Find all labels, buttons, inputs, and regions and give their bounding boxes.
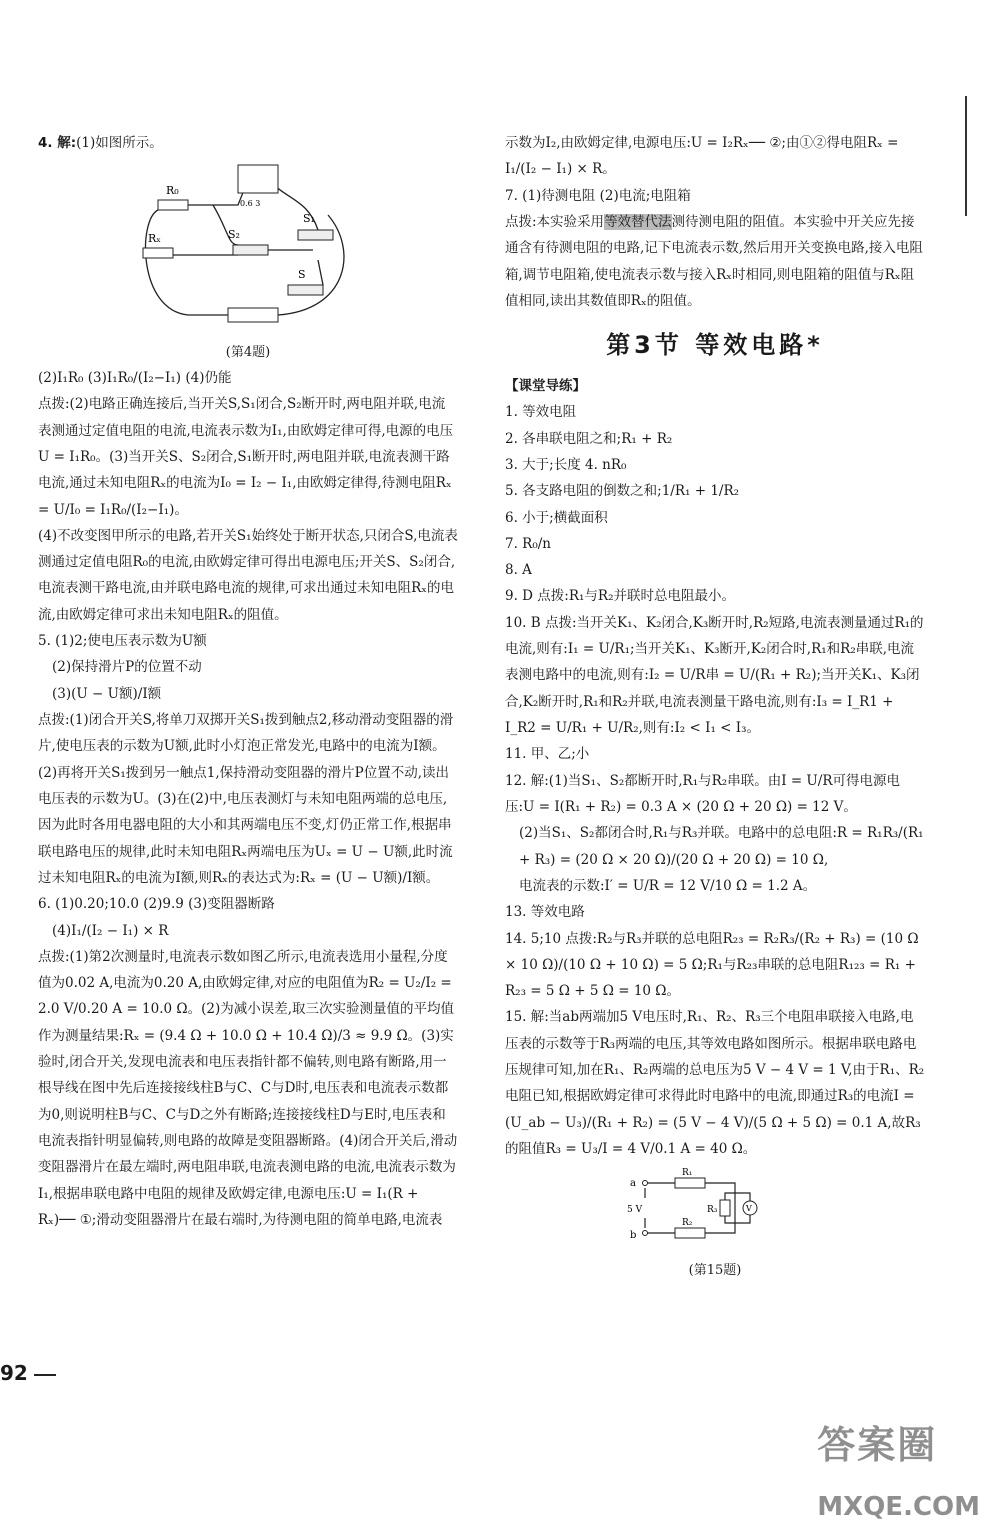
label-meter-range: 0.6 3 bbox=[240, 199, 261, 209]
q7: 7. (1)待测电阻 (2)电流;电阻箱 bbox=[505, 187, 691, 204]
answer-11: 11. 甲、乙;小 bbox=[505, 746, 590, 763]
answer-13: 13. 等效电路 bbox=[505, 904, 585, 921]
label-r2: R₂ bbox=[682, 1218, 693, 1229]
right-column bbox=[505, 130, 925, 1283]
answer-14: 14. 5;10 点拨:R₂与R₃并联的总电阻R₂₃ = R₂R₃/(R₂ + R₃) = (10 Ω × 10 Ω)/(10 Ω + 10 Ω) = 5 Ω;R₁与R₂₃串联的总电阻R₁₂₃ = R₁ + R₂₃ = 5 Ω + 5 Ω = 10 Ω。 bbox=[505, 930, 919, 1000]
watermark-url: MXQE.COM bbox=[817, 1492, 980, 1523]
answer-7: 7. R₀/n bbox=[505, 535, 551, 552]
label-5v: 5 V bbox=[627, 1205, 643, 1216]
figure-4 bbox=[128, 160, 458, 339]
q6-continued: 示数为I₂,由欧姆定律,电源电压:U = I₂Rₓ── ②;由①②得电阻Rₓ = I₁/(I₂ − I₁) × R。 bbox=[505, 135, 899, 178]
q5-2: (2)保持滑片P的位置不动 bbox=[52, 659, 202, 676]
battery bbox=[228, 308, 278, 322]
resistor-r1 bbox=[675, 1178, 705, 1188]
answer-15: 15. 解:当ab两端加5 V电压时,R₁、R₂、R₃三个电阻串联接入电路,电压表的示数等于R₃两端的电压,其等效电路如图所示。根据串联电路电压规律可知,加在R₁、R₂两端的总电压为5 V − 4 V = 1 V,由于R₁、R₂电阻已知,根据欧姆定律可求得此时电路中的电流,即通过R₃的电流I = (U_ab − U₃)/(R₁ + R₂) = (5 V − 4 V)/(5 Ω + 5 Ω) = 0.1 A,故R₃的阻值R₃ = U₃/I = 4 V/0.1 A = 40 Ω。 bbox=[505, 1009, 925, 1158]
label-r3: R₃ bbox=[707, 1205, 718, 1216]
page-number: 92 bbox=[0, 1354, 56, 1393]
q5-3: (3)(U − U额)/I额 bbox=[52, 685, 162, 702]
section-title: 第3节 等效电路* bbox=[606, 331, 824, 360]
q7-tip: 点拨:本实验采用等效替代法测待测电阻的阻值。本实验中开关应先接通含有待测电阻的电路,记下电流表示数,然后用开关变换电路,接入电阻箱,调节电阻箱,使电流表示数与接入Rₓ时相同,则电阻箱的阻值与Rₓ阻值相同,读出其数值即Rₓ的阻值。 bbox=[505, 213, 923, 309]
answer-5: 5. 各支路电阻的倒数之和;1/R₁ + 1/R₂ bbox=[505, 483, 740, 500]
switch-s bbox=[288, 285, 323, 295]
left-column bbox=[38, 130, 458, 1233]
figure-4-caption: (第4题) bbox=[225, 344, 271, 360]
circuit-diagram-4 bbox=[128, 160, 368, 330]
label-a: a bbox=[630, 1178, 636, 1190]
figure-15 bbox=[625, 1168, 925, 1257]
terminal-a bbox=[643, 1181, 648, 1186]
q4-answer: (2)I₁R₀ (3)I₁R₀/(I₂−I₁) (4)仍能 bbox=[38, 369, 232, 386]
q5-1: 5. (1)2;使电压表示数为U额 bbox=[38, 633, 207, 650]
answer-12-part3: 电流表的示数:I′ = U/R = 12 V/10 Ω = 1.2 A。 bbox=[519, 877, 817, 894]
label-b: b bbox=[630, 1230, 637, 1242]
q4-line: 4. 解:(1)如图所示。 bbox=[38, 135, 163, 151]
ammeter bbox=[238, 165, 278, 193]
label-r1: R₁ bbox=[682, 1168, 693, 1179]
answer-6: 6. 小于;横截面积 bbox=[505, 509, 608, 526]
switch-s2 bbox=[233, 245, 268, 255]
answer-3: 3. 大于;长度 4. nR₀ bbox=[505, 456, 627, 473]
q4-tip-2: (4)不改变图甲所示的电路,若开关S₁始终处于断开状态,只闭合S,电流表测通过定值电阻R₀的电流,由欧姆定律可得出电源电压;开关S、S₂闭合,电流表测干路电流,由并联电路电流的规律,可求出通过未知电阻Rₓ的电流,由欧姆定律可求出未知电阻Rₓ的阻值。 bbox=[38, 527, 458, 623]
label-s: S bbox=[298, 268, 306, 282]
answer-12: 12. 解:(1)当S₁、S₂都断开时,R₁与R₂串联。由I = U/R可得电源电压:U = I(R₁ + R₂) = 0.3 A × (20 Ω + 20 Ω) = 12 V。 bbox=[505, 772, 901, 815]
watermark bbox=[817, 1408, 980, 1533]
answer-8: 8. A bbox=[505, 562, 532, 579]
q6-tip: 点拨:(1)第2次测量时,电流表示数如图乙所示,电流表选用小量程,分度值为0.02 A,电流为0.20 A,由欧姆定律,对应的电阻值为R₂ = U₂/I₂ = 2.0 V/0.20 A = 10.0 Ω。(2)为减小误差,取三次实验测量值的平均值作为测量结果:Rₓ = (9.4 Ω + 10.0 Ω + 10.4 Ω)/3 ≈ 9.9 Ω。(3)实验时,闭合开关,发现电流表和电压表指针都不偏转,则电路有断路,用一根导线在图中先后连接接线柱B与C、C与D时,电压表和电流表示数都为0,则说明柱B与C、C与D之外有断路;连接接线柱D与E时,电压表和电流表指针明显偏转,则电路的故障是变阻器断路。(4)闭合开关后,滑动变阻器滑片在最左端时,两电阻串联,电流表测电路的电流,电流表示数为I₁,根据串联电路中电阻的规律及欧姆定律,电源电压:U = I₁(R + Rₓ)── ①;滑动变阻器滑片在最右端时,为待测电阻的简单电路,电流表 bbox=[38, 948, 458, 1228]
q4-tip: 点拨:(2)电路正确连接后,当开关S,S₁闭合,S₂断开时,两电阻并联,电流表测通过定值电阻的电流,电流表示数为I₁,由欧姆定律可得,电源的电压U = I₁R₀。(3)当开关S、S₂闭合,S₁断开时,两电阻并联,电流表测干路电流,通过未知电阻Rₓ的电流为I₀ = I₂ − I₁,由欧姆定律得,待测电阻Rₓ = U/I₀ = I₁R₀/(I₂−I₁)。 bbox=[38, 396, 454, 518]
label-s2: S₂ bbox=[228, 228, 240, 242]
q5-tip: 点拨:(1)闭合开关S,将单刀双掷开关S₁拨到触点2,移动滑动变阻器的滑片,使电压表的示数为U额,此时小灯泡正常发光,电路中的电流为I额。(2)再将开关S₁拨到另一触点1,保持滑动变阻器的滑片P位置不动,读出电压表的示数为U。(3)在(2)中,电压表测灯与未知电阻两端的总电压,因为此时各用电器电阻的大小和其两端电压不变,灯仍正常工作,根据串联电路电压的规律,此时未知电阻Rₓ两端电压为Uₓ = U − U额,此时流过未知电阻Rₓ的电流为I额,则Rₓ的表达式为:Rₓ = (U − U额)/I额。 bbox=[38, 712, 454, 886]
label-voltmeter: V bbox=[746, 1204, 752, 1214]
resistor-r3 bbox=[720, 1200, 730, 1216]
section-label: 【课堂导练】 bbox=[505, 377, 586, 394]
resistor-r2 bbox=[675, 1228, 705, 1238]
label-rx: Rₓ bbox=[148, 232, 161, 246]
answer-10: 10. B 点拨:当开关K₁、K₂闭合,K₃断开时,R₂短路,电流表测量通过R₁的电流,则有:I₁ = U/R₁;当开关K₁、K₃断开,K₂闭合时,R₁和R₂串联,电流表测电路中的电流,则有:I₂ = U/R串 = U/(R₁ + R₂);当开关K₁、K₃闭合,K₂断开时,R₁和R₂并联,电流表测量干路电流,则有:I₃ = I_R1 + I_R2 = U/R₁ + U/R₂,则有:I₂ < I₁ < I₃。 bbox=[505, 614, 924, 737]
resistor-r0 bbox=[158, 200, 188, 210]
figure-15-caption: (第15题) bbox=[688, 1262, 742, 1278]
highlight-method: 等效替代法 bbox=[604, 213, 672, 230]
margin-rule bbox=[965, 96, 967, 216]
q6-2: (4)I₁/(I₂ − I₁) × R bbox=[52, 922, 169, 939]
answer-9: 9. D 点拨:R₁与R₂并联时总电阻最小。 bbox=[505, 588, 735, 605]
label-s1: S₁ bbox=[303, 212, 315, 226]
answer-1: 1. 等效电阻 bbox=[505, 404, 577, 421]
q6-1: 6. (1)0.20;10.0 (2)9.9 (3)变阻器断路 bbox=[38, 896, 275, 913]
resistor-rx bbox=[143, 248, 173, 258]
watermark-text: 答案圈 bbox=[817, 1423, 938, 1467]
label-r0: R₀ bbox=[166, 184, 179, 198]
switch-s1 bbox=[298, 230, 333, 240]
answer-2: 2. 各串联电阻之和;R₁ + R₂ bbox=[505, 430, 673, 447]
terminal-b bbox=[643, 1231, 648, 1236]
answer-12-part2: (2)当S₁、S₂都闭合时,R₁与R₃并联。电路中的总电阻:R = R₁R₃/(R₁ + R₃) = (20 Ω × 20 Ω)/(20 Ω + 20 Ω) = 10 Ω, bbox=[519, 825, 924, 868]
circuit-diagram-15 bbox=[625, 1168, 775, 1248]
